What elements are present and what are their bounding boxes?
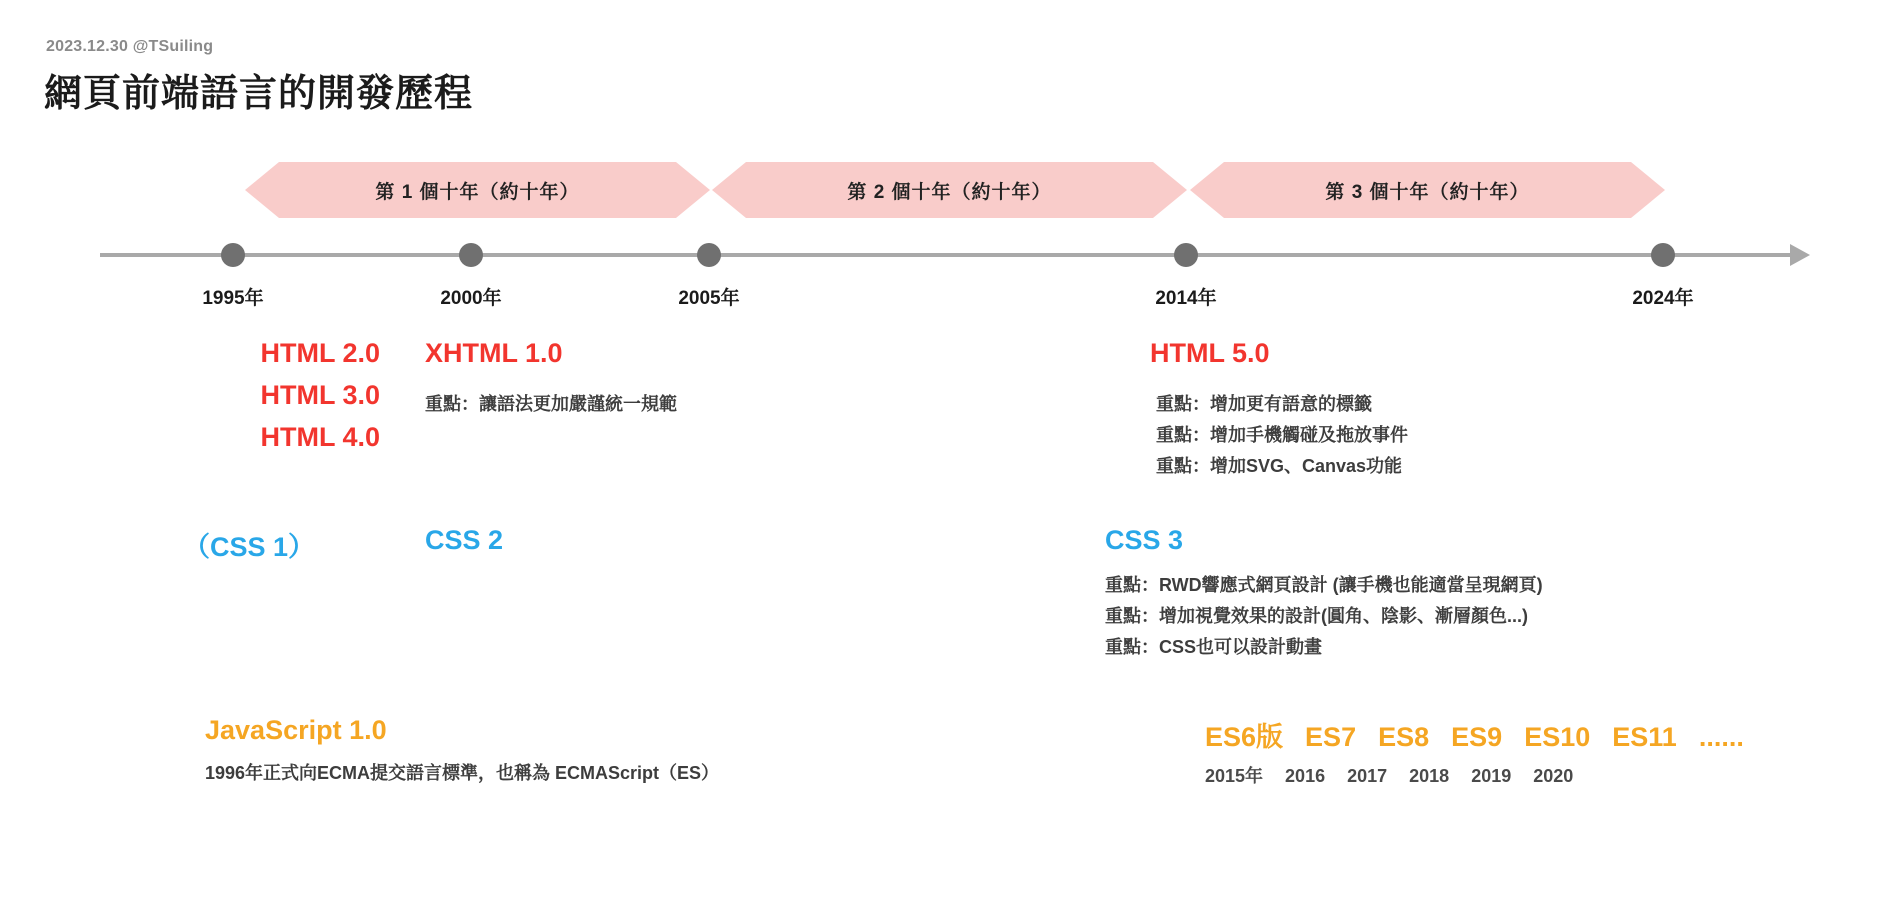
- es-year: 2018: [1409, 766, 1450, 786]
- css1-version: （CSS 1）: [182, 532, 315, 562]
- css-column-1995: [40, 525, 315, 564]
- html-column-1995: [40, 333, 380, 459]
- es-version: ES8: [1378, 722, 1430, 752]
- timeline-axis: [100, 253, 1800, 257]
- es-version: ES6版: [1205, 722, 1284, 752]
- javascript-note: 1996年正式向ECMA提交語言標準，也稱為 ECMAScript（ES）: [205, 763, 720, 783]
- xhtml-note: 重點：讓語法更加嚴謹統一規範: [425, 393, 677, 414]
- decade-band-3: [1190, 162, 1665, 218]
- es-version-more: ......: [1698, 722, 1744, 752]
- html-version: HTML 2.0: [260, 338, 380, 368]
- html5-version: HTML 5.0: [1150, 338, 1270, 368]
- html-column-2000: [425, 333, 677, 420]
- es-year: 2017: [1347, 766, 1388, 786]
- html-column-2014: [1150, 333, 1408, 482]
- timeline-year-label: 2024年: [1632, 288, 1694, 309]
- es-year-row: [1205, 762, 1744, 788]
- decade-label: 第 2 個十年（約十年）: [847, 181, 1052, 203]
- es-version-row: [1205, 715, 1744, 754]
- html5-note: 重點：增加更有語意的標籤: [1156, 393, 1372, 414]
- html5-note: 重點：增加SVG、Canvas功能: [1156, 455, 1403, 476]
- es-version: ES9: [1451, 722, 1503, 752]
- timeline-year-label: 2000年: [440, 288, 502, 309]
- decade-band-1: [245, 162, 710, 218]
- meta-line: [46, 38, 213, 56]
- timeline-year-label: 2014年: [1155, 288, 1217, 309]
- css-column-2014: [1105, 525, 1543, 663]
- decade-label: 第 3 個十年（約十年）: [1325, 181, 1530, 203]
- decade-label: 第 1 個十年（約十年）: [375, 181, 580, 203]
- js-column-2014: [1205, 715, 1744, 788]
- html5-note: 重點：增加手機觸碰及拖放事件: [1156, 424, 1408, 445]
- es-version: ES10: [1524, 722, 1591, 752]
- html-version: HTML 4.0: [260, 421, 380, 452]
- css2-version: CSS 2: [425, 525, 504, 555]
- timeline-year-label: 1995年: [202, 288, 264, 309]
- timeline-year-label: 2005年: [678, 288, 740, 309]
- es-year: 2019: [1471, 766, 1512, 786]
- timeline-dot: [697, 243, 721, 267]
- css-column-2000: [425, 525, 503, 556]
- page-title: 網頁前端語言的開發歷程: [44, 73, 474, 115]
- timeline-dot: [221, 243, 245, 267]
- es-version: ES7: [1305, 722, 1357, 752]
- js-column-2000: [205, 715, 719, 789]
- html-version: HTML 3.0: [260, 379, 380, 410]
- css3-note: 重點：增加視覺效果的設計(圓角、陰影、漸層顏色...): [1105, 605, 1528, 626]
- meta-handle: @TSuiling: [132, 38, 214, 55]
- css3-note: 重點：CSS也可以設計動畫: [1105, 636, 1323, 657]
- javascript-version: JavaScript 1.0: [205, 715, 387, 745]
- es-year: 2016: [1285, 766, 1326, 786]
- es-year: 2020: [1533, 766, 1574, 786]
- css3-version: CSS 3: [1105, 525, 1184, 555]
- timeline-dot: [1651, 243, 1675, 267]
- css3-note: 重點：RWD響應式網頁設計 (讓手機也能適當呈現網頁): [1105, 575, 1543, 595]
- timeline-dot: [459, 243, 483, 267]
- meta-date: 2023.12.30: [46, 38, 129, 55]
- decade-band-2: [712, 162, 1187, 218]
- timeline-dot: [1174, 243, 1198, 267]
- xhtml-version: XHTML 1.0: [425, 338, 563, 368]
- timeline-arrow-icon: [1790, 244, 1810, 266]
- es-year: 2015年: [1205, 766, 1264, 786]
- es-version: ES11: [1612, 722, 1677, 752]
